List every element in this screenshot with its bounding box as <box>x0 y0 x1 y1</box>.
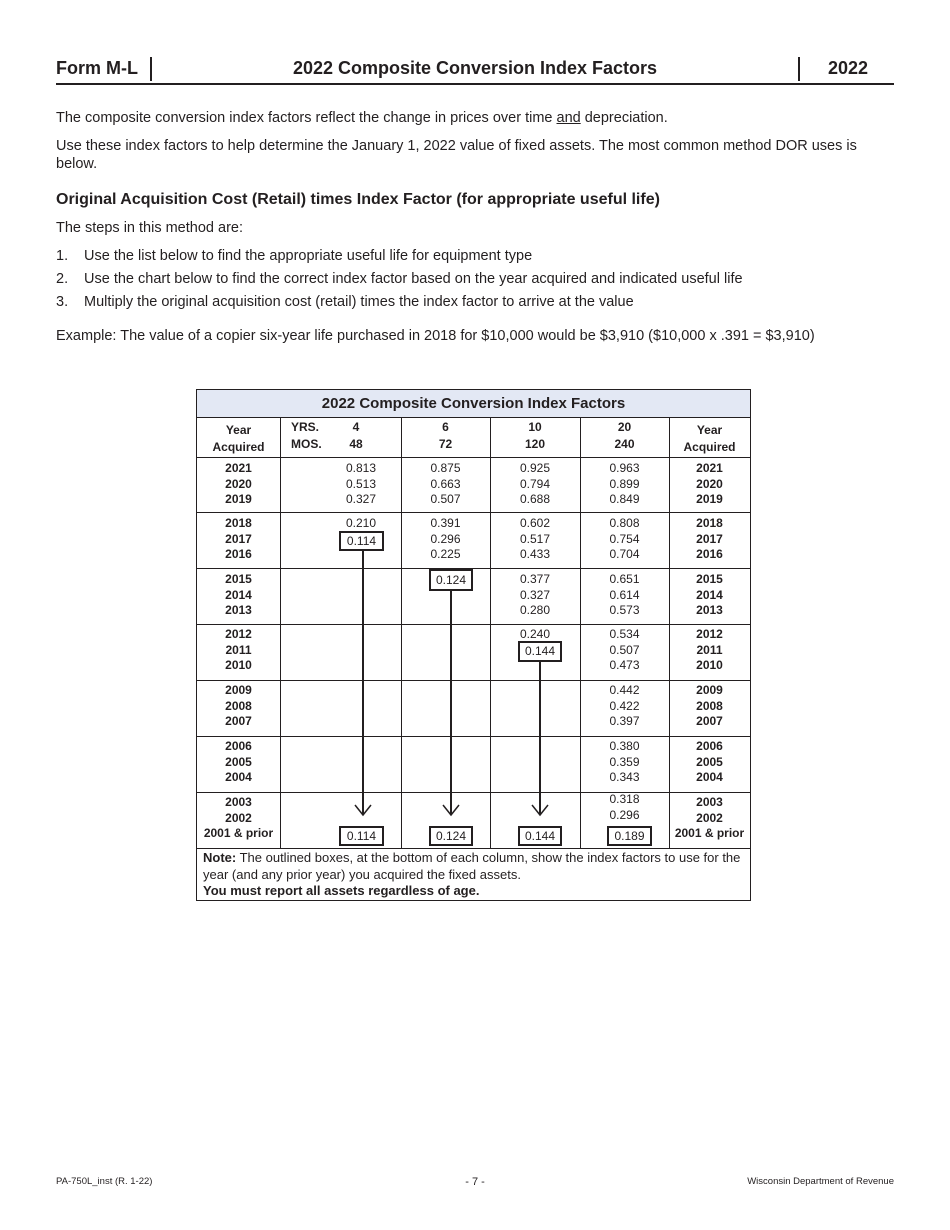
final-box-20yr: 0.189 <box>607 826 652 846</box>
mos-label: MOS. <box>291 437 322 451</box>
factor-group-10yr: 0.602 0.517 0.433 <box>519 516 551 561</box>
start-box-4yr: 0.114 <box>339 531 384 551</box>
year-group: 2018 2017 2016 <box>225 516 252 561</box>
year-acquired-header-right: Year Acquired <box>683 423 736 454</box>
col-divider <box>280 418 281 848</box>
intro-line-1: The composite conversion index factors reflect the change in prices over time and depreciation. <box>56 110 668 126</box>
page-number: - 7 - <box>465 1176 485 1188</box>
year-group: 2012 2011 2010 <box>696 627 723 672</box>
table-title: 2022 Composite Conversion Index Factors <box>197 390 750 418</box>
arrow-line-4yr <box>362 550 364 814</box>
page-header <box>56 57 894 85</box>
factor-group-20yr: 0.808 0.754 0.704 <box>609 516 640 561</box>
factor-group-6yr: 0.875 0.663 0.507 <box>430 461 461 506</box>
factor-group-20yr: 0.651 0.614 0.573 <box>609 572 640 617</box>
factor-group-20yr: 0.534 0.507 0.473 <box>609 627 640 672</box>
year-group: 2015 2014 2013 <box>696 572 723 617</box>
index-factor-table <box>196 389 751 901</box>
factor-group-10yr: 0.377 0.327 0.280 <box>519 572 551 617</box>
factor-group-10yr: 0.925 0.794 0.688 <box>519 461 551 506</box>
life-6-yrs: 6 <box>442 420 449 434</box>
year-group: 2006 2005 2004 <box>696 739 723 784</box>
step-2: 2. Use the chart below to find the correct index factor based on the year acquired and indicated useful life <box>56 271 743 287</box>
row-divider <box>197 457 750 458</box>
row-divider <box>197 512 750 513</box>
life-4-mos: 48 <box>349 437 363 451</box>
year-group: 2009 2008 2007 <box>696 683 723 728</box>
example-text: Example: The value of a copier six-year life purchased in 2018 for $10,000 would be $3,910 ($10,000 x .391 = $3,910) <box>56 328 815 344</box>
arrow-line-10yr <box>539 662 541 814</box>
factor-group-20yr: 0.442 0.422 0.397 <box>609 683 640 728</box>
year-group: 2021 2020 2019 <box>696 461 723 506</box>
arrow-down-icon <box>530 803 550 817</box>
year-acquired-header-left: Year Acquired <box>212 423 265 454</box>
life-10-mos: 120 <box>524 437 546 451</box>
factor-group-20yr: 0.380 0.359 0.343 <box>609 739 640 784</box>
arrow-line-6yr <box>450 591 452 814</box>
start-box-6yr: 0.124 <box>429 569 473 591</box>
footer-form-code: PA-750L_inst (R. 1-22) <box>56 1176 153 1187</box>
row-divider <box>197 848 750 849</box>
step-1: 1. Use the list below to find the appropriate useful life for equipment type <box>56 248 533 264</box>
factor-group-20yr: 0.963 0.899 0.849 <box>609 461 640 506</box>
year-group: 2021 2020 2019 <box>225 461 252 506</box>
factor-group-20yr: 0.318 0.296 <box>609 792 640 822</box>
life-4-yrs: 4 <box>352 420 360 434</box>
method-heading: Original Acquisition Cost (Retail) times Index Factor (for appropriate useful life) <box>56 191 660 208</box>
header-year: 2022 <box>827 58 868 78</box>
row-divider <box>197 680 750 681</box>
factor-group-6yr: 0.391 0.296 0.225 <box>430 516 461 561</box>
arrow-down-icon <box>441 803 461 817</box>
life-20-yrs: 20 <box>617 420 632 434</box>
start-box-10yr: 0.144 <box>518 641 562 662</box>
year-group: 2018 2017 2016 <box>696 516 723 561</box>
final-box-10yr: 0.144 <box>518 826 562 846</box>
year-group: 2015 2014 2013 <box>225 572 252 617</box>
step-3: 3. Multiply the original acquisition cost (retail) times the index factor to arrive at the value <box>56 294 634 310</box>
factor-group-4yr: 0.813 0.513 0.327 <box>345 461 377 506</box>
year-group: 2009 2008 2007 <box>225 683 252 728</box>
row-divider <box>197 624 750 625</box>
footer-agency: Wisconsin Department of Revenue <box>747 1176 894 1187</box>
table-note: Note: The outlined boxes, at the bottom of each column, show the index factors to use for the year (and any prior year) you acquired the fixed assets. You must report all assets regardless of age. <box>203 850 741 898</box>
year-group: 2003 2002 2001 & prior <box>203 795 274 840</box>
yrs-label: YRS. <box>291 420 320 434</box>
form-id: Form M-L <box>56 58 138 78</box>
final-box-4yr: 0.114 <box>339 826 384 846</box>
year-group: 2006 2005 2004 <box>225 739 252 784</box>
steps-intro: The steps in this method are: <box>56 220 243 236</box>
row-divider <box>197 568 750 569</box>
factor-group-4yr: 0.210 <box>345 516 377 530</box>
factor-group-10yr: 0.240 <box>519 627 551 641</box>
intro-line-2: Use these index factors to help determine the January 1, 2022 value of fixed assets. The most common method DOR uses is below. <box>56 138 857 172</box>
year-group: 2012 2011 2010 <box>225 627 252 672</box>
page-title: 2022 Composite Conversion Index Factors <box>292 58 658 78</box>
row-divider <box>197 736 750 737</box>
final-box-6yr: 0.124 <box>429 826 473 846</box>
life-6-mos: 72 <box>438 437 453 451</box>
header-divider <box>798 57 800 81</box>
life-10-yrs: 10 <box>528 420 542 434</box>
arrow-down-icon <box>353 803 373 817</box>
life-20-mos: 240 <box>614 437 635 451</box>
year-group: 2003 2002 2001 & prior <box>674 795 745 840</box>
